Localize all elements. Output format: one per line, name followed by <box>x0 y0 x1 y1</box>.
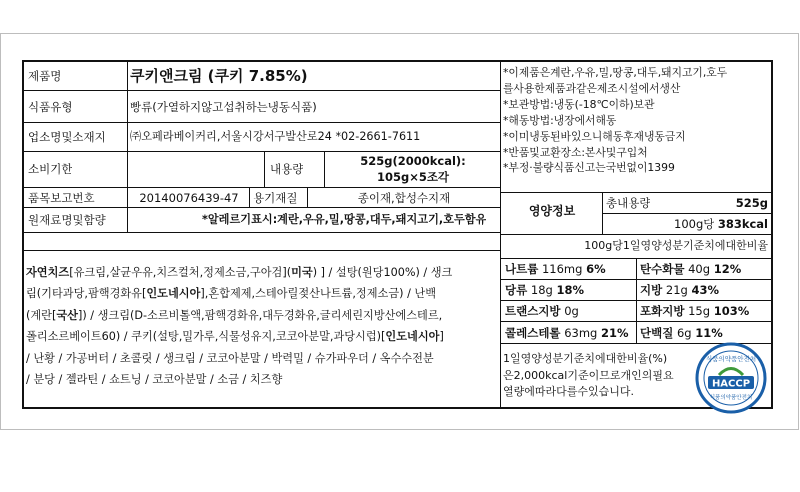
notice-line: *이제품은계란,우유,밀,땅콩,대두,돼지고기,호두 <box>503 66 728 79</box>
ingredient-line: (계란[국산]) / 생크림(D-소르비톨액,팜핵경화유,대두경화유,글리세린지방산에스테르, <box>26 308 443 322</box>
ingredient-line: / 분당 / 젤라틴 / 쇼트닝 / 코코아분말 / 소금 / 치즈향 <box>26 373 283 387</box>
product-name-label: 제품명 <box>28 69 62 83</box>
food-label <box>22 60 773 409</box>
capacity-value-line2: 105g×5조각 <box>376 170 450 184</box>
nutrient-row: 당류 18g 18% <box>505 283 584 297</box>
nutrient-row: 지방 21g 43% <box>640 283 719 297</box>
nutrient-row: 단백질 6g 11% <box>640 326 723 340</box>
ingredient-line: / 난황 / 가공버터 / 초콜릿 / 생크림 / 코코아분말 / 박력밀 / 슈가파우더 / 옥수수전분 <box>26 351 434 365</box>
haccp-logo-text: HACCP <box>711 378 751 390</box>
nutrition-header: 영양정보 <box>528 204 576 218</box>
notice-line: *해동방법:냉장에서해동 <box>503 113 617 127</box>
notice-line: 를사용한제품과같은제조시설에서생산 <box>503 81 681 95</box>
product-name: 쿠키앤크림 (쿠키 7.85%) <box>130 67 308 85</box>
food-type-label: 식품유형 <box>28 100 73 114</box>
manufacturer-label: 업소명및소재지 <box>28 130 106 144</box>
ingredient-line: 자연치즈[유크림,살균우유,치즈컬처,정제소금,구아검](미국) ] / 설탕(원당100%) / 생크 <box>26 266 453 279</box>
capacity-label: 내용량 <box>270 162 304 176</box>
capacity-value-line1: 525g(2000kcal): <box>360 154 466 168</box>
expiry-label: 소비기한 <box>28 162 73 176</box>
notice-line: *부정·불량식품신고는국번없이1399 <box>503 161 675 175</box>
packaging-value: 종이재,합성수지재 <box>357 191 451 205</box>
ingredients-label: 원재료명및함량 <box>28 213 106 227</box>
per-100g-kcal: 383kcal <box>717 217 768 231</box>
nutrient-row: 포화지방 15g 103% <box>640 304 750 318</box>
haccp-top-text: 식품의약품안전처 <box>705 355 757 363</box>
nutrient-row: 나트륨 116mg 6% <box>505 262 606 276</box>
total-content-value: 525g <box>735 196 768 210</box>
haccp-logo <box>695 342 767 414</box>
haccp-bottom-text: 식품의약품안전처 <box>709 395 753 401</box>
nutrition-footnote: 1일영양성분기준치에대한비율(%) 은2,000kcal기준이므로개인의필요 열량에따라다를수있습니다. <box>503 352 674 398</box>
nutrient-row: 트랜스지방 0g <box>505 304 579 318</box>
nutrient-row: 콜레스테롤 63mg 21% <box>505 326 629 340</box>
daily-value-header: 100g당1일영양성분기준치에대한비율 <box>584 239 768 252</box>
nutrient-row: 탄수화물 40g 12% <box>640 262 742 276</box>
ingredient-line: 폴리소르베이트60) / 쿠키(설탕,밀가루,식물성유지,코코아분말,과당시럽)[인도네시아] <box>26 330 444 344</box>
ingredient-line: 림(기타과당,팜핵경화유[인도네시아],혼합제제,스테아릴젖산나트륨,정제소금) / 난백 <box>26 287 437 301</box>
total-content-label: 총내용량 <box>606 196 651 210</box>
notice-line: *보관방법:냉동(-18℃이하)보관 <box>503 97 655 111</box>
packaging-label: 용기재질 <box>253 191 298 205</box>
food-type-value: 빵류(가열하지않고섭취하는냉동식품) <box>130 100 317 114</box>
ingredients-list <box>26 262 496 390</box>
notice-line: *반품및교환장소:본사및구입처 <box>503 145 648 159</box>
report-no-label: 품목보고번호 <box>28 191 95 205</box>
notices <box>503 65 771 176</box>
notice-line: *이미냉동된바있으니해동후재냉동금지 <box>503 129 686 143</box>
per-100g-label: 100g당 <box>674 217 715 231</box>
report-no-value: 20140076439-47 <box>139 191 239 205</box>
manufacturer-value: ㈜오페라베이커리,서울시강서구발산로24 *02-2661-7611 <box>130 130 421 143</box>
allergy-notice: *알레르기표시:계란,우유,밀,땅콩,대두,돼지고기,호두함유 <box>202 213 487 226</box>
